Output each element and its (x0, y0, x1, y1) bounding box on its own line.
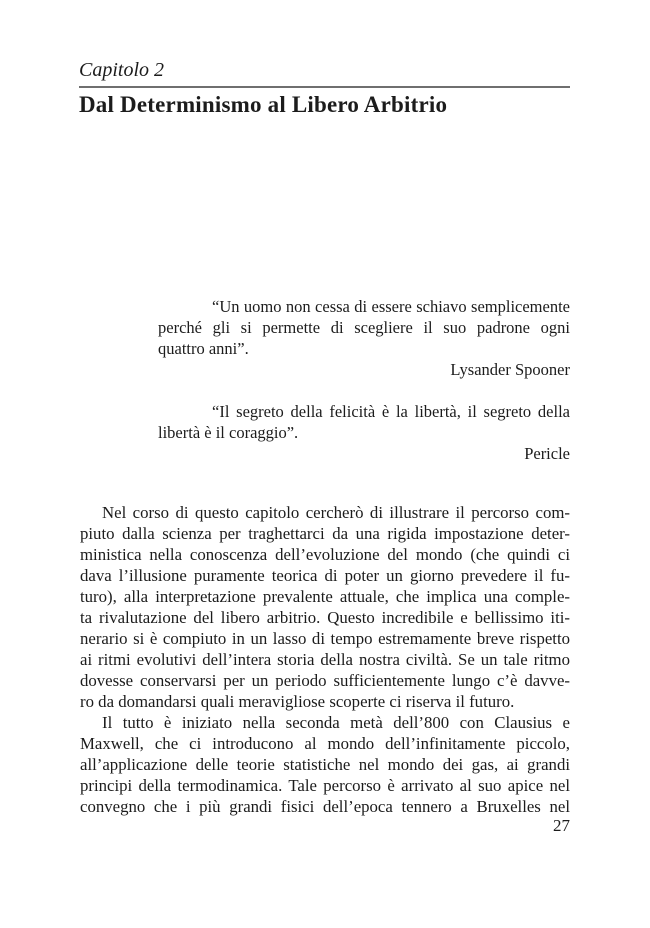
body-text (80, 502, 570, 817)
page-number: 27 (553, 816, 570, 835)
text-line: ro da domandarsi quali meravigliose scoperte ci riserva il futuro. (80, 692, 515, 711)
epigraph-section (158, 296, 570, 464)
text-line: Il tutto è iniziato nella seconda metà dell’800 con Clausius e (102, 713, 570, 732)
text-line: perché gli si permette di scegliere il suo padrone ogni (158, 318, 570, 337)
header-rule (79, 86, 570, 88)
chapter-label: Capitolo 2 (79, 59, 165, 81)
paragraph-1 (80, 502, 570, 712)
text-line: dava l’illusione puramente teorica di poter un giorno prevedere il fu- (80, 566, 570, 585)
quote-spooner (158, 296, 570, 380)
text-line: Maxwell, che ci introducono al mondo dell’infinitamente piccolo, (80, 734, 570, 753)
quote-pericle (158, 401, 570, 464)
chapter-title: Dal Determinismo al Libero Arbitrio (79, 92, 448, 117)
text-line: all’applicazione delle teorie statistiche nel mondo dei gas, ai grandi (80, 755, 570, 774)
text-line: quattro anni”. (158, 339, 249, 358)
text-line: “Il segreto della felicità è la libertà, il segreto della (212, 402, 570, 421)
quote-spooner-text (158, 296, 570, 359)
quote-pericle-attribution: Pericle (524, 444, 570, 463)
text-line: nerario si è compiuto in un lasso di tempo estremamente breve rispetto (80, 629, 570, 648)
text-line: Nel corso di questo capitolo cercherò di illustrare il percorso com- (102, 503, 570, 522)
paragraph-2 (80, 712, 570, 817)
chapter-header (79, 57, 570, 119)
text-line: “Un uomo non cessa di essere schiavo semplicemente (212, 297, 570, 316)
text-line: principi della termodinamica. Tale percorso è arrivato al suo apice nel (80, 776, 570, 795)
quote-pericle-text (158, 401, 570, 443)
quote-spooner-attribution: Lysander Spooner (450, 360, 570, 379)
text-line: convegno che i più grandi fisici dell’epoca tennero a Bruxelles nel (80, 797, 570, 816)
text-line: dovesse conservarsi per un periodo sufficientemente lungo c’è davve- (80, 671, 570, 690)
text-line: ai ritmi evolutivi dell’intera storia della nostra civiltà. Se un tale ritmo (80, 650, 570, 669)
text-line: libertà è il coraggio”. (158, 423, 299, 442)
text-line: ministica nella conoscenza dell’evoluzione del mondo (che quindi ci (80, 545, 570, 564)
text-line: ta rivalutazione del libero arbitrio. Questo incredibile e bellissimo iti- (80, 608, 570, 627)
text-line: piuto dalla scienza per traghettarci da una rigida impostazione deter- (80, 524, 570, 543)
text-line: turo), alla interpretazione prevalente attuale, che implica una comple- (80, 587, 570, 606)
